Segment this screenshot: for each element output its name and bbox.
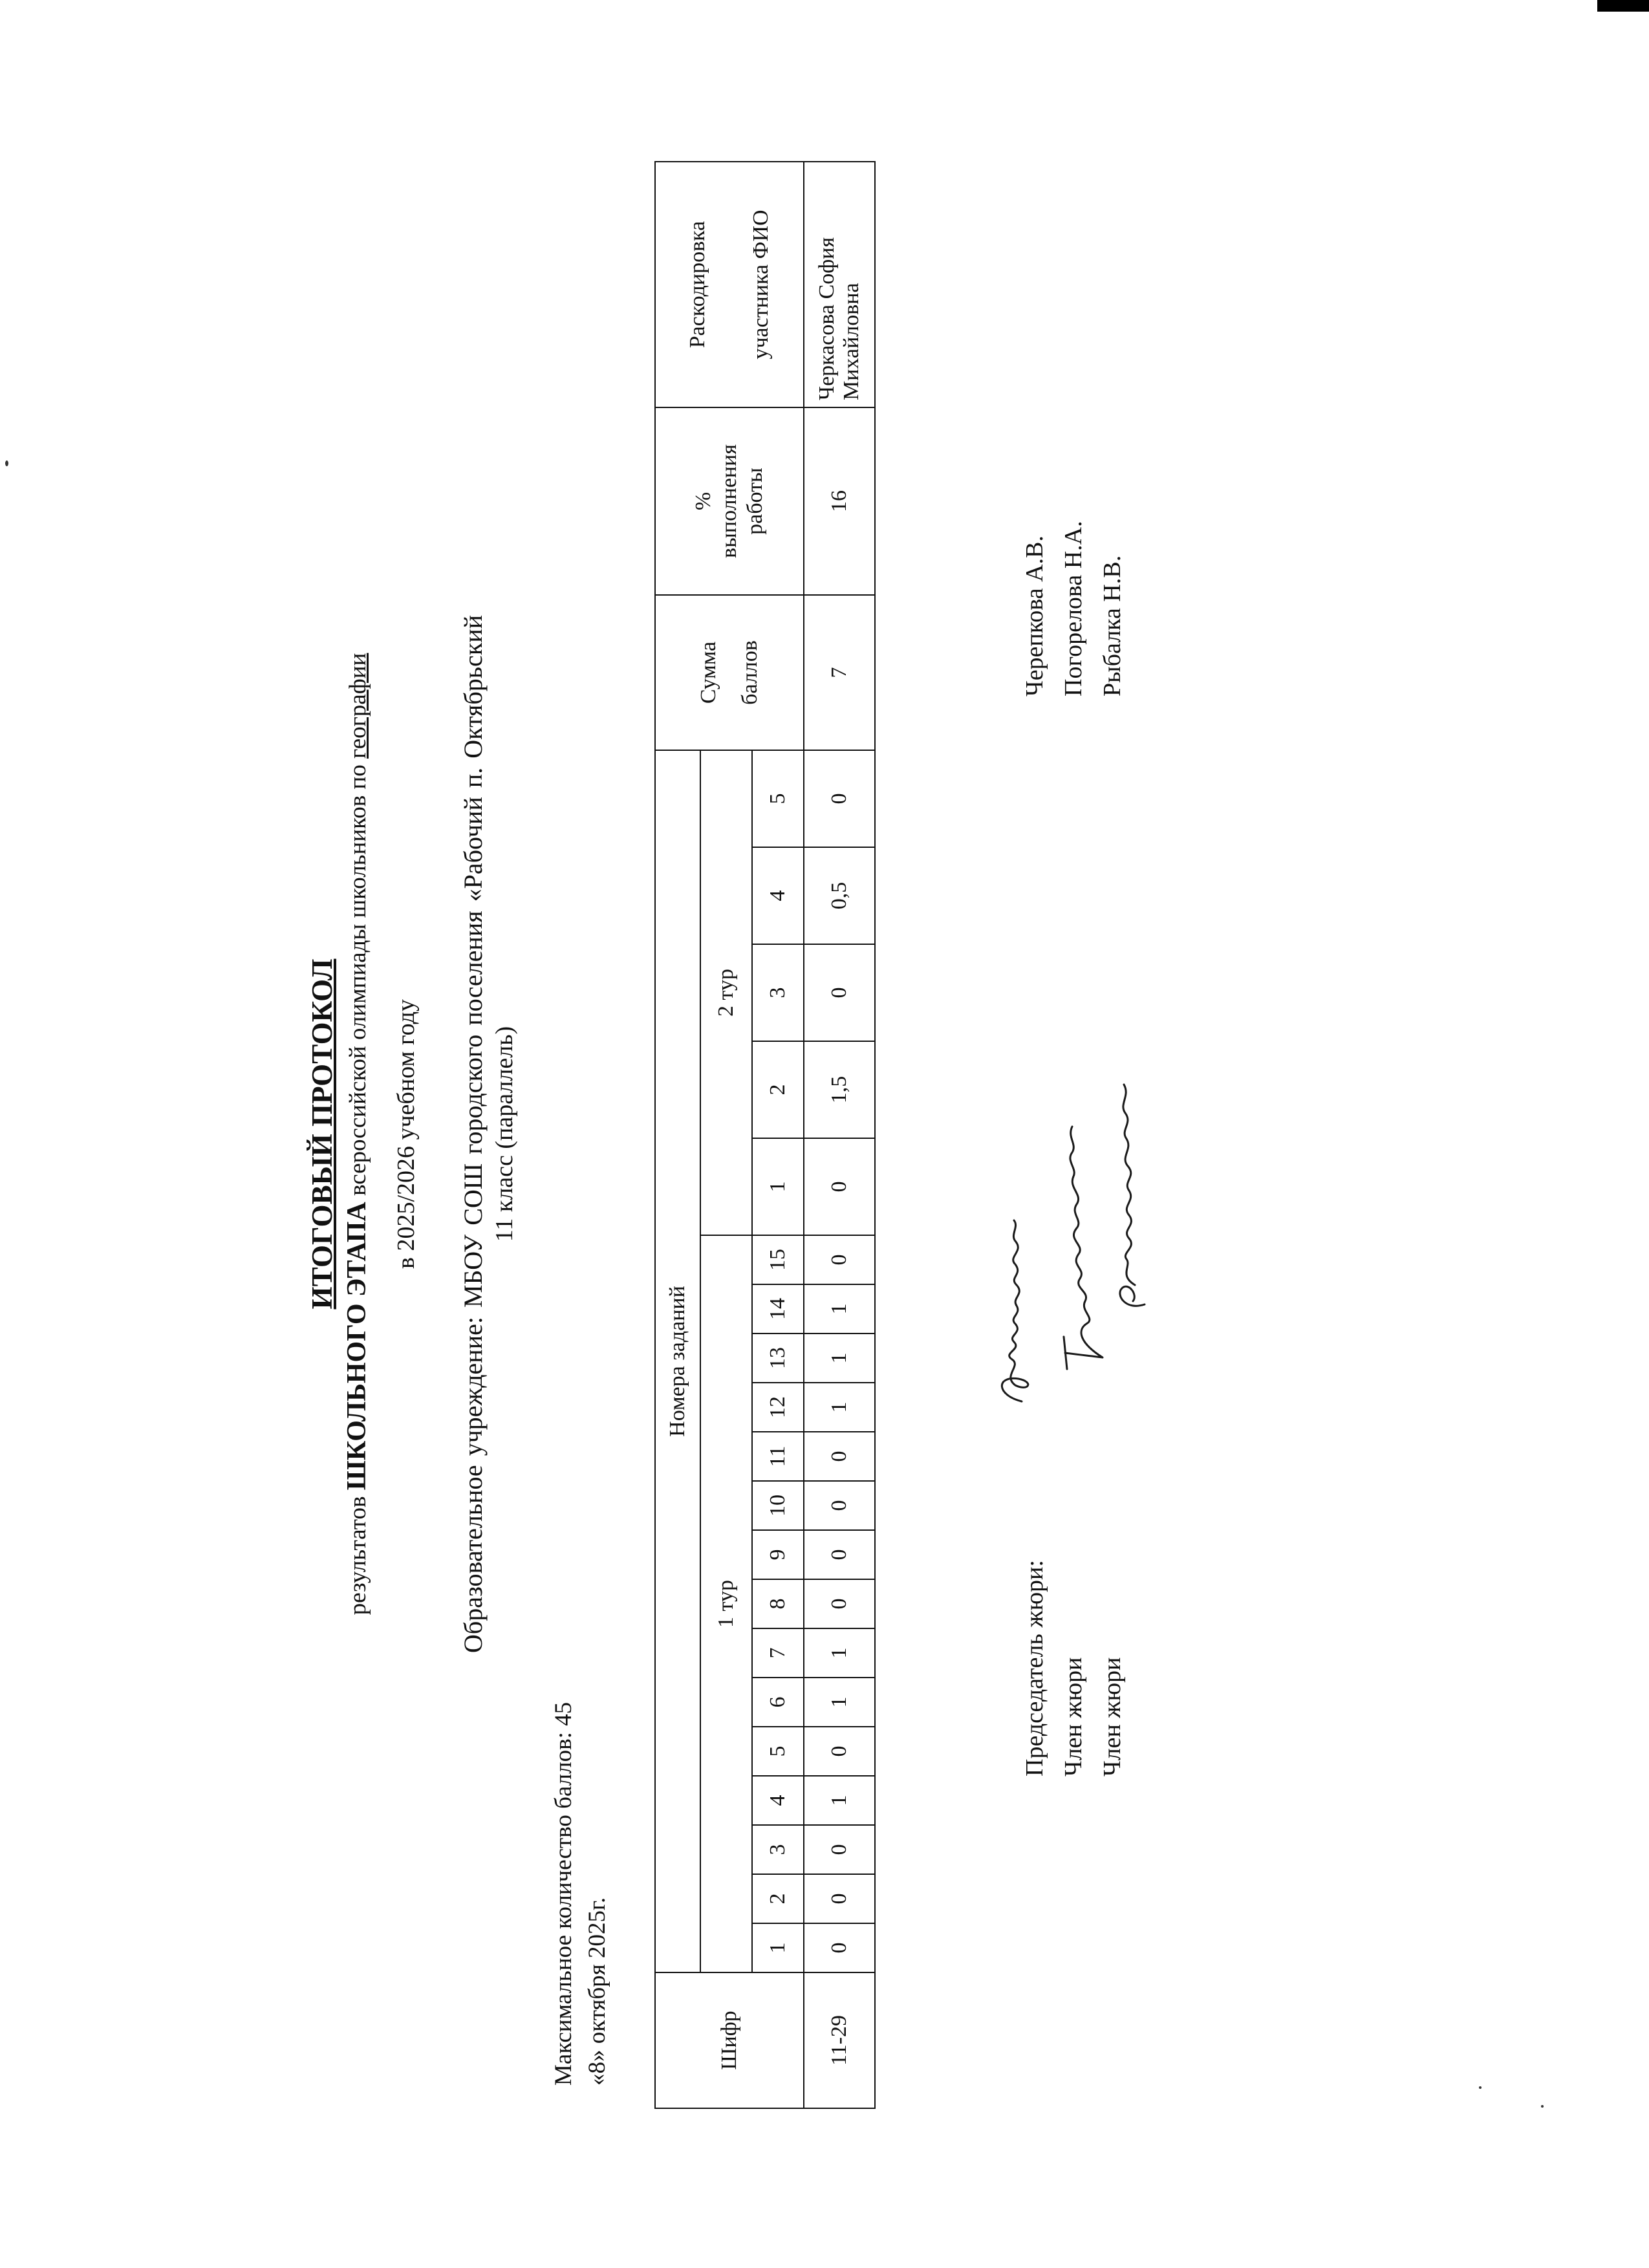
signature-1 bbox=[1002, 1220, 1028, 1401]
table-row bbox=[804, 162, 875, 2108]
participant-name bbox=[804, 162, 875, 407]
jury-member-label: Член жюри bbox=[1099, 1657, 1126, 1777]
jury-chair-label: Председатель жюри: bbox=[1021, 1560, 1048, 1777]
participant-name-line: Михайловна bbox=[839, 283, 863, 400]
signature-3 bbox=[1120, 1085, 1145, 1306]
subtitle-prefix: результатов bbox=[345, 1496, 371, 1615]
round-1-score: 1 bbox=[804, 1678, 875, 1727]
round-1-score: 1 bbox=[804, 1628, 875, 1678]
header-participant-line: Раскодировка bbox=[685, 221, 709, 349]
jury-member-label: Член жюри bbox=[1060, 1657, 1087, 1777]
round-1-task-number: 12 bbox=[752, 1383, 804, 1432]
round-1-task-number: 1 bbox=[752, 1923, 804, 1972]
round-2-score: 1,5 bbox=[804, 1041, 875, 1138]
round-1-score: 0 bbox=[804, 1530, 875, 1579]
round-2-task-number: 4 bbox=[752, 847, 804, 944]
round-1-score: 0 bbox=[804, 1481, 875, 1530]
round-2-task-number: 3 bbox=[752, 944, 804, 1041]
round-2-score: 0 bbox=[804, 750, 875, 847]
round-1-score: 0 bbox=[804, 1579, 875, 1628]
round-1-task-number: 15 bbox=[752, 1235, 804, 1284]
round-2-score: 0,5 bbox=[804, 847, 875, 944]
round-1-score: 1 bbox=[804, 1383, 875, 1432]
completion-percent: 16 bbox=[804, 407, 875, 595]
round-1-task-number: 11 bbox=[752, 1432, 804, 1481]
round-2-score: 0 bbox=[804, 1138, 875, 1235]
subtitle-stage: ШКОЛЬНОГО ЭТАПА bbox=[342, 1202, 372, 1491]
round-1-task-number: 2 bbox=[752, 1874, 804, 1923]
subject-name: географии bbox=[345, 653, 371, 759]
header-sum bbox=[655, 595, 804, 750]
round-1-task-number: 4 bbox=[752, 1776, 804, 1825]
header-sum-line: Сумма bbox=[696, 641, 720, 704]
round-2-task-number: 1 bbox=[752, 1138, 804, 1235]
total-score: 7 bbox=[804, 595, 875, 750]
protocol-header bbox=[304, 0, 520, 2268]
round-2-score: 0 bbox=[804, 944, 875, 1041]
round-1-score: 0 bbox=[804, 1432, 875, 1481]
jury-member-name: Погорелова Н.А. bbox=[1060, 521, 1087, 697]
round-1-task-number: 9 bbox=[752, 1530, 804, 1579]
round-1-task-number: 6 bbox=[752, 1678, 804, 1727]
round-1-score: 0 bbox=[804, 1874, 875, 1923]
jury-chair-name: Черепкова А.В. bbox=[1021, 535, 1048, 697]
class-label: 11 класс (параллель) bbox=[491, 1026, 518, 1242]
round-1-score: 0 bbox=[804, 1727, 875, 1776]
header-round-1: 1 тур bbox=[700, 1235, 752, 1972]
jury-member-name: Рыбалка Н.В. bbox=[1099, 555, 1126, 697]
jury-roles bbox=[1015, 1560, 1132, 1777]
round-1-task-number: 3 bbox=[752, 1825, 804, 1874]
academic-year: в 2025/2026 учебном году bbox=[393, 999, 420, 1269]
round-1-task-number: 10 bbox=[752, 1481, 804, 1530]
round-1-score: 1 bbox=[804, 1334, 875, 1383]
protocol-date: «8» октября 2025г. bbox=[584, 1897, 610, 2086]
header-percent-line: % bbox=[691, 491, 715, 511]
round-1-score: 1 bbox=[804, 1284, 875, 1334]
protocol-meta bbox=[547, 1702, 614, 2086]
institution-name: Образовательное учреждение: МБОУ СОШ городского поселения «Рабочий п. Октябрьский bbox=[458, 614, 488, 1654]
header-sum-line: баллов bbox=[738, 640, 762, 705]
header-participant-line: участника ФИО bbox=[749, 210, 773, 360]
round-1-score: 0 bbox=[804, 1825, 875, 1874]
signature-2 bbox=[1064, 1127, 1103, 1369]
jury-names bbox=[1015, 521, 1132, 697]
round-1-task-number: 7 bbox=[752, 1628, 804, 1678]
protocol-subtitle bbox=[340, 0, 375, 2268]
max-score: Максимальное количество баллов: 45 bbox=[550, 1701, 577, 2086]
handwritten-signatures bbox=[983, 1013, 1151, 1414]
header-task-numbers: Номера заданий bbox=[655, 750, 700, 1972]
participant-code: 11-29 bbox=[804, 1972, 875, 2108]
header-percent-line: работы bbox=[743, 468, 767, 535]
subtitle-middle: всероссийской олимпиады школьников по bbox=[345, 764, 371, 1196]
round-1-score: 1 bbox=[804, 1776, 875, 1825]
header-percent-line: выполнения bbox=[717, 444, 741, 558]
round-1-task-number: 8 bbox=[752, 1579, 804, 1628]
results-table bbox=[654, 161, 876, 2109]
round-2-task-number: 2 bbox=[752, 1041, 804, 1138]
round-1-score: 0 bbox=[804, 1235, 875, 1284]
page-title: ИТОГОВЫЙ ПРОТОКОЛ bbox=[306, 958, 338, 1310]
round-1-task-number: 13 bbox=[752, 1334, 804, 1383]
round-1-task-number: 5 bbox=[752, 1727, 804, 1776]
header-round-2: 2 тур bbox=[700, 750, 752, 1235]
header-participant bbox=[655, 162, 804, 407]
round-1-score: 0 bbox=[804, 1923, 875, 1972]
participant-name-line: Черкасова София bbox=[815, 237, 839, 400]
header-code: Шифр bbox=[655, 1972, 804, 2108]
round-1-task-number: 14 bbox=[752, 1284, 804, 1334]
header-percent bbox=[655, 407, 804, 595]
round-2-task-number: 5 bbox=[752, 750, 804, 847]
